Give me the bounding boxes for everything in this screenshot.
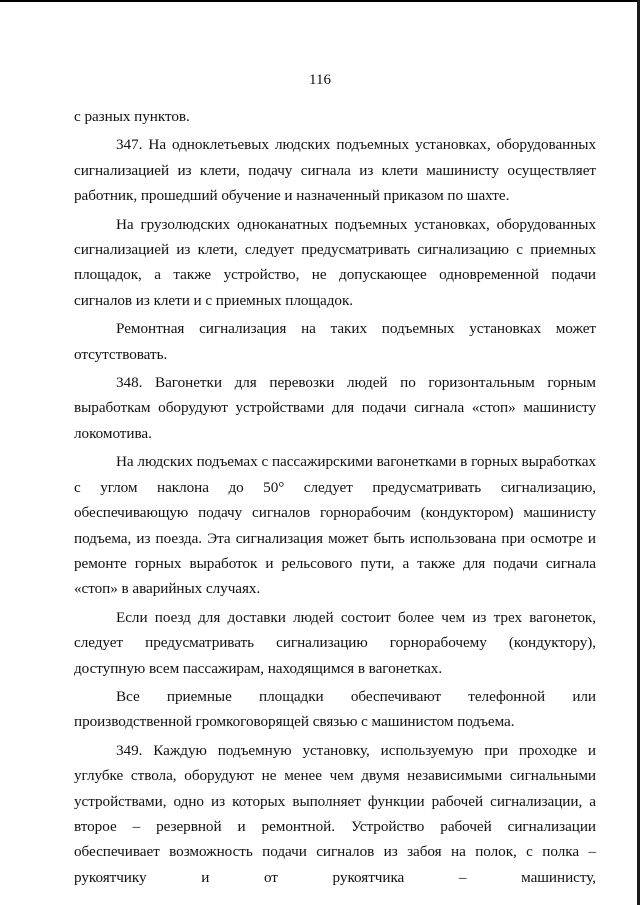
paragraph-348: 348. Вагонетки для перевозки людей по горизонтальным горным выработкам оборудуют устройствами для подачи сигнала «стоп» машинисту локомотива. — [74, 374, 596, 442]
paragraph-349: 349. Каждую подъемную установку, используемую при проходке и углубке ствола, оборудуют не менее чем двумя независимыми сигнальными устройствами, одно из которых выполняет функции рабочей сигнализации, а второе – резервной и ремонтной. Устройство рабочей сигнализации обеспечивает возможность подачи сигналов из забоя на полок, с полка – рукоятчику и от рукоятчика – машинисту, — [74, 741, 596, 886]
page-number: 116 — [309, 72, 331, 88]
paragraph-repair-signaling: Ремонтная сигнализация на таких подъемных установках может отсутствовать. — [74, 320, 596, 363]
document-body — [74, 104, 596, 893]
paragraph-landings-communication: Все приемные площадки обеспечивают телефонной или производственной громкоговорящей связью с машинистом подъема. — [74, 687, 596, 731]
paragraph-passenger-cars: На людских подъемах с пассажирскими вагонетками в горных выработках с углом наклона до 50° следует предусматривать сигнализацию, обеспечивающую подачу сигналов горнорабочим (кондуктором) машинисту подъема, из поезда. Эта сигнализация может быть использована при осмотре и ремонте горных выработок и рельсового пути, а также для подачи сигнала «стоп» в аварийных случаях. — [74, 453, 596, 598]
paragraph-347: 347. На одноклетьевых людских подъемных установках, оборудованных сигнализацией из клети, подачу сигнала из клети машинисту осуществляет работник, прошедший обучение и назначенный приказом по шахте. — [74, 136, 596, 205]
paragraph-continuation: с разных пунктов. — [74, 108, 190, 125]
page-top-border — [0, 0, 640, 2]
paragraph-train-signaling: Если поезд для доставки людей состоит более чем из трех вагонеток, следует предусматривать сигнализацию горнорабочему (кондуктору), доступную всем пассажирам, находящимся в вагонетках. — [74, 608, 596, 677]
paragraph-freight-passenger-hoists: На грузолюдских одноканатных подъемных установках, оборудованных сигнализацией из клети, следует предусматривать сигнализацию с приемных площадок, а также устройство, не допускающее одновременной подачи сигналов из клети и с приемных площадок. — [74, 215, 596, 309]
